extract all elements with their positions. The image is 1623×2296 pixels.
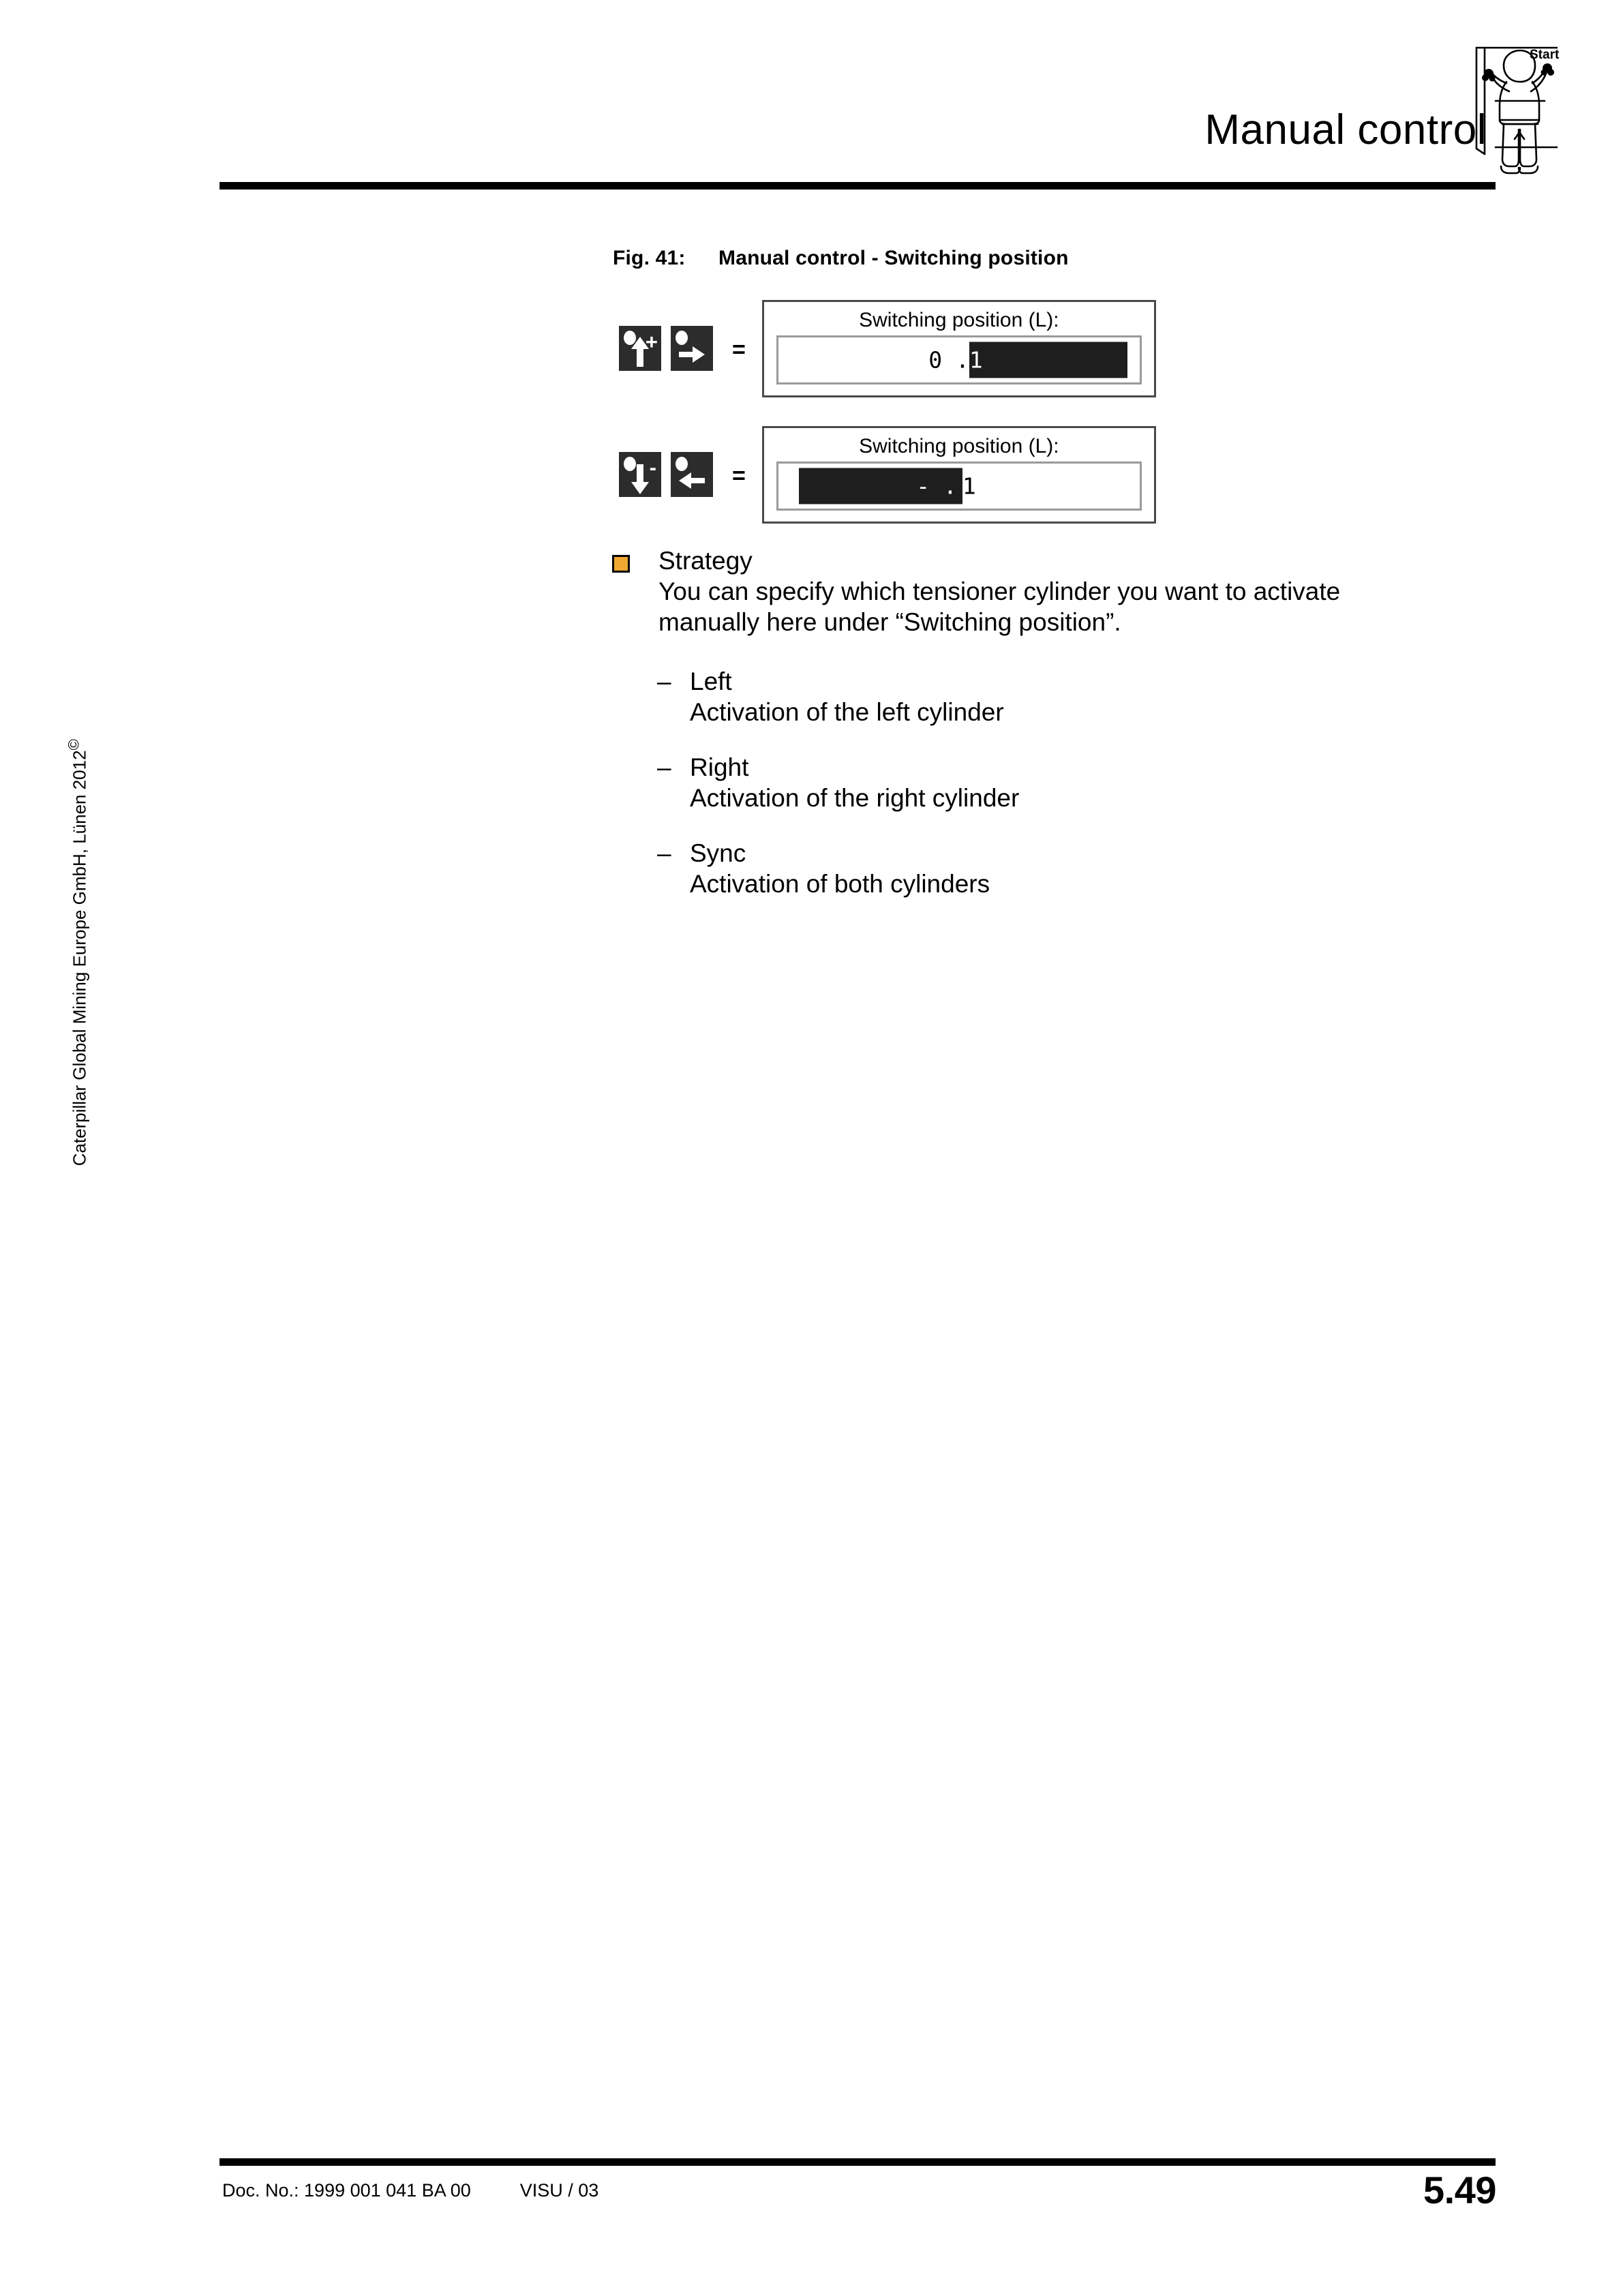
figure-row-decrease xyxy=(619,426,1156,524)
option-description: Activation of the right cylinder xyxy=(690,784,1020,812)
option-description: Activation of the left cylinder xyxy=(690,698,1004,726)
down-arrow-minus-key[interactable] xyxy=(619,452,661,497)
hmi-value-plain: 0 . xyxy=(928,346,969,373)
list-item xyxy=(657,752,1475,813)
dash-bullet-icon: – xyxy=(657,753,671,781)
side-copyright-notice xyxy=(65,739,91,1561)
figure-row-increase xyxy=(619,300,1156,397)
list-item xyxy=(657,838,1475,899)
option-description: Activation of both cylinders xyxy=(690,870,990,898)
strategy-heading: Strategy xyxy=(658,547,753,575)
switching-position-field[interactable] xyxy=(776,462,1142,511)
option-term: Sync xyxy=(690,839,746,867)
figure-caption-text: Manual control - Switching position xyxy=(718,247,1069,269)
hmi-value-plain: 1 xyxy=(962,472,976,499)
strategy-paragraph-line-1: You can specify which tensioner cylinder you want to activate xyxy=(658,577,1341,605)
strategy-text xyxy=(658,545,1471,637)
right-arrow-key[interactable] xyxy=(671,326,713,371)
up-arrow-plus-key[interactable] xyxy=(619,326,661,371)
switching-position-field[interactable] xyxy=(776,335,1142,384)
strategy-paragraph-line-2: manually here under “Switching position”. xyxy=(658,608,1121,636)
pictogram-start-label: Start xyxy=(1530,48,1560,62)
plus-sign-icon: + xyxy=(645,330,658,354)
hmi-value-highlighted: 1 xyxy=(969,342,1127,378)
dash-bullet-icon: – xyxy=(657,667,671,695)
hmi-panel-title: Switching position (L): xyxy=(859,309,1059,331)
footer-visu-revision: VISU / 03 xyxy=(519,2180,599,2201)
minus-sign-icon: - xyxy=(649,455,656,480)
figure-number: Fig. 41: xyxy=(613,247,686,269)
hmi-value-display xyxy=(928,342,1127,378)
list-item-body xyxy=(690,838,1475,899)
footer-doc-number: Doc. No.: 1999 001 041 BA 00 xyxy=(222,2180,471,2201)
copyright-text: Caterpillar Global Mining Europe GmbH, Lünen 2012 xyxy=(69,750,90,1166)
left-arrow-icon xyxy=(671,452,713,497)
left-arrow-key[interactable] xyxy=(671,452,713,497)
list-item-body xyxy=(690,666,1475,727)
switching-position-options-list xyxy=(657,666,1475,924)
figure-block xyxy=(0,0,1623,545)
list-item-body xyxy=(690,752,1475,813)
hmi-value-display xyxy=(799,468,976,504)
option-term: Left xyxy=(690,667,732,695)
hmi-panel-decrease xyxy=(762,426,1156,524)
hmi-panel-increase xyxy=(762,300,1156,397)
list-item xyxy=(657,666,1475,727)
equals-sign: = xyxy=(732,336,746,363)
footer-document-info xyxy=(222,2180,598,2201)
hmi-value-highlighted: - . xyxy=(799,468,962,504)
page-title: Manual control xyxy=(1204,106,1487,153)
footer-divider-rule xyxy=(219,2158,1496,2166)
orange-square-bullet-icon xyxy=(612,555,630,573)
strategy-section xyxy=(612,545,1471,637)
option-term: Right xyxy=(690,753,749,781)
equals-sign: = xyxy=(732,462,746,489)
right-arrow-icon xyxy=(671,326,713,371)
copyright-symbol-icon: © xyxy=(65,739,82,751)
hmi-panel-title: Switching position (L): xyxy=(859,435,1059,457)
page-number: 5.49 xyxy=(1423,2169,1496,2211)
dash-bullet-icon: – xyxy=(657,839,671,867)
